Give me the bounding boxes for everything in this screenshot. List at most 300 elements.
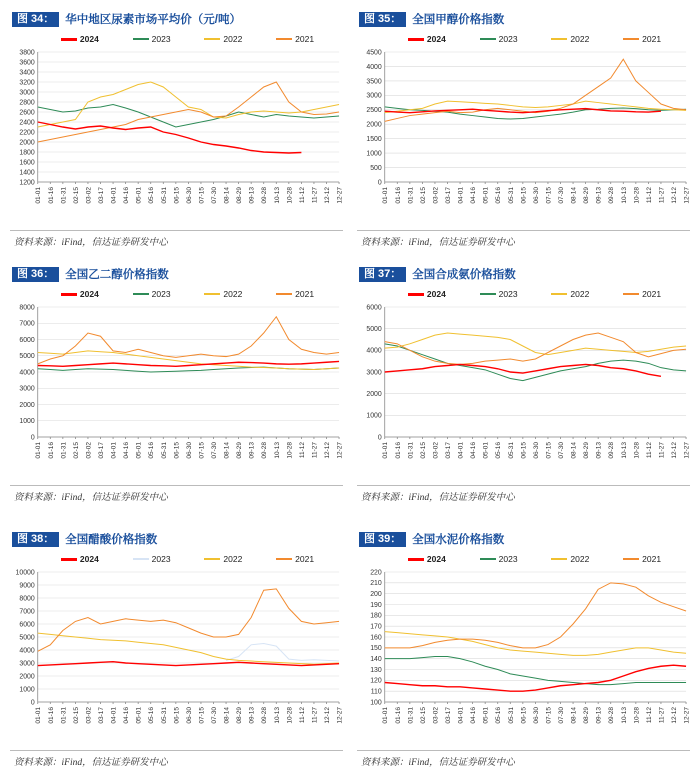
legend-item-2022 [551, 34, 589, 44]
legend-label-2023: 2023 [498, 34, 518, 44]
svg-text:03-17: 03-17 [445, 187, 452, 204]
svg-text:12-27: 12-27 [336, 442, 344, 459]
svg-text:08-29: 08-29 [583, 442, 591, 459]
legend-swatch-2023 [480, 558, 496, 560]
svg-text:07-30: 07-30 [558, 442, 565, 459]
svg-text:04-01: 04-01 [110, 707, 118, 724]
svg-text:07-30: 07-30 [211, 442, 218, 459]
legend-item-2021 [276, 34, 314, 44]
svg-text:190: 190 [370, 601, 382, 609]
svg-text:11-12: 11-12 [645, 442, 653, 459]
svg-text:08-29: 08-29 [236, 187, 244, 204]
svg-text:11-27: 11-27 [311, 707, 319, 724]
legend-item-2024 [408, 289, 446, 299]
panel-title-38 [12, 530, 345, 548]
svg-text:05-16: 05-16 [495, 442, 503, 459]
svg-text:02-15: 02-15 [419, 442, 427, 459]
svg-text:12-12: 12-12 [670, 187, 678, 204]
svg-text:1000: 1000 [366, 150, 382, 158]
source-note-37 [357, 485, 690, 503]
svg-text:06-15: 06-15 [173, 707, 181, 724]
svg-text:170: 170 [370, 623, 382, 631]
legend-swatch-2021 [623, 293, 639, 295]
svg-text:10-28: 10-28 [286, 707, 294, 724]
legend-item-2024 [61, 289, 99, 299]
svg-text:04-01: 04-01 [457, 187, 465, 204]
svg-text:04-16: 04-16 [123, 442, 131, 459]
svg-text:02-15: 02-15 [419, 187, 427, 204]
chart-box-36 [8, 285, 345, 481]
svg-text:01-31: 01-31 [407, 187, 415, 204]
series-line-2021 [38, 317, 339, 364]
figure-tag-35: 图 35： [359, 12, 406, 27]
svg-text:05-31: 05-31 [507, 187, 515, 204]
legend-item-2023 [480, 34, 518, 44]
legend-swatch-2024 [408, 293, 424, 296]
figure-tag-36: 图 36： [12, 267, 59, 282]
svg-text:0: 0 [30, 699, 35, 707]
chart-legend-39 [355, 550, 692, 566]
svg-text:11-12: 11-12 [298, 442, 306, 459]
chart-box-37 [355, 285, 692, 481]
legend-item-2023 [480, 554, 518, 564]
svg-text:4000: 4000 [366, 347, 382, 355]
svg-text:12-12: 12-12 [670, 707, 678, 724]
svg-text:07-15: 07-15 [198, 187, 206, 204]
svg-text:06-30: 06-30 [532, 442, 540, 459]
svg-text:07-15: 07-15 [198, 442, 206, 459]
legend-label-2022: 2022 [223, 289, 243, 299]
svg-text:10-28: 10-28 [633, 442, 641, 459]
svg-text:6000: 6000 [366, 304, 382, 312]
svg-text:140: 140 [370, 656, 382, 664]
chart-box-38 [8, 550, 345, 746]
source-text: iFind，信达证券研发中心 [61, 493, 168, 503]
svg-text:05-31: 05-31 [507, 442, 515, 459]
svg-text:04-01: 04-01 [110, 442, 118, 459]
legend-item-2022 [551, 289, 589, 299]
svg-text:3000: 3000 [366, 369, 382, 377]
svg-text:08-29: 08-29 [583, 187, 591, 204]
svg-text:3000: 3000 [366, 92, 382, 100]
svg-text:08-14: 08-14 [570, 187, 578, 204]
svg-text:03-17: 03-17 [98, 442, 105, 459]
legend-label-2023: 2023 [498, 554, 518, 564]
svg-text:4500: 4500 [366, 49, 382, 57]
legend-item-2022 [204, 554, 242, 564]
svg-text:120: 120 [370, 677, 382, 685]
svg-text:01-01: 01-01 [35, 187, 43, 204]
legend-swatch-2023 [480, 293, 496, 295]
source-text: iFind，信达证券研发中心 [408, 758, 515, 768]
svg-text:08-14: 08-14 [223, 707, 231, 724]
svg-text:1600: 1600 [19, 159, 35, 167]
svg-text:2800: 2800 [19, 99, 35, 107]
svg-text:03-02: 03-02 [85, 707, 93, 724]
svg-text:3600: 3600 [19, 59, 35, 67]
svg-text:07-30: 07-30 [211, 187, 218, 204]
legend-swatch-2024 [408, 38, 424, 41]
svg-text:07-30: 07-30 [558, 707, 565, 724]
series-line-2021 [385, 333, 686, 364]
chart-panel-35 [355, 6, 692, 261]
svg-text:10-28: 10-28 [286, 187, 294, 204]
legend-label-2024: 2024 [79, 554, 99, 564]
legend-swatch-2022 [204, 293, 220, 295]
svg-text:5000: 5000 [19, 634, 35, 642]
svg-text:05-31: 05-31 [160, 187, 168, 204]
svg-text:12-12: 12-12 [323, 442, 331, 459]
source-lead: 资料来源： [361, 238, 409, 248]
svg-text:05-31: 05-31 [507, 707, 515, 724]
svg-text:07-30: 07-30 [558, 187, 565, 204]
legend-swatch-2024 [61, 38, 77, 41]
legend-label-2022: 2022 [223, 554, 243, 564]
panel-title-35 [359, 10, 692, 28]
svg-text:08-14: 08-14 [570, 707, 578, 724]
svg-text:05-16: 05-16 [495, 707, 503, 724]
legend-swatch-2022 [551, 38, 567, 40]
svg-text:05-16: 05-16 [148, 442, 156, 459]
legend-label-2021: 2021 [642, 554, 662, 564]
svg-text:04-16: 04-16 [123, 187, 131, 204]
series-line-2023 [385, 344, 686, 381]
svg-text:04-16: 04-16 [470, 187, 478, 204]
svg-text:03-02: 03-02 [432, 442, 440, 459]
chart-legend-36 [8, 285, 345, 301]
svg-text:07-15: 07-15 [545, 187, 553, 204]
legend-swatch-2021 [276, 293, 292, 295]
source-lead: 资料来源： [361, 493, 409, 503]
svg-text:01-31: 01-31 [407, 707, 415, 724]
svg-text:11-27: 11-27 [658, 707, 666, 724]
svg-text:02-15: 02-15 [72, 187, 80, 204]
svg-text:03-02: 03-02 [432, 187, 440, 204]
svg-text:09-13: 09-13 [595, 707, 603, 724]
svg-text:12-27: 12-27 [683, 442, 691, 459]
legend-item-2021 [276, 554, 314, 564]
svg-text:01-16: 01-16 [394, 187, 402, 204]
svg-text:11-12: 11-12 [298, 707, 306, 724]
svg-text:05-16: 05-16 [148, 707, 156, 724]
svg-text:05-31: 05-31 [160, 442, 168, 459]
svg-text:02-15: 02-15 [419, 707, 427, 724]
svg-text:03-17: 03-17 [98, 707, 105, 724]
svg-text:1000: 1000 [19, 686, 35, 694]
legend-item-2022 [551, 554, 589, 564]
plot-svg-37 [355, 301, 692, 481]
chart-grid [8, 6, 692, 771]
svg-text:07-15: 07-15 [198, 707, 206, 724]
chart-legend-35 [355, 30, 692, 46]
plot-area-39 [355, 566, 692, 746]
svg-text:12-12: 12-12 [323, 707, 331, 724]
figure-tag-39: 图 39： [359, 532, 406, 547]
svg-text:06-15: 06-15 [520, 187, 528, 204]
svg-text:0: 0 [377, 179, 382, 187]
chart-box-34 [8, 30, 345, 226]
svg-text:03-02: 03-02 [85, 442, 93, 459]
legend-label-2023: 2023 [151, 289, 171, 299]
svg-text:1800: 1800 [19, 149, 35, 157]
svg-text:11-12: 11-12 [298, 187, 306, 204]
svg-text:05-01: 05-01 [135, 707, 143, 724]
svg-text:10-28: 10-28 [633, 707, 641, 724]
legend-label-2021: 2021 [642, 289, 662, 299]
svg-text:09-28: 09-28 [608, 187, 616, 204]
plot-area-35 [355, 46, 692, 226]
legend-item-2024 [61, 34, 99, 44]
figure-title-34: 华中地区尿素市场平均价（元/吨） [65, 14, 241, 26]
legend-label-2021: 2021 [642, 34, 662, 44]
plot-area-38 [8, 566, 345, 746]
svg-text:7000: 7000 [19, 320, 35, 328]
svg-text:2500: 2500 [366, 107, 382, 115]
svg-text:11-12: 11-12 [645, 707, 653, 724]
figure-tag-37: 图 37： [359, 267, 406, 282]
svg-text:05-31: 05-31 [160, 707, 168, 724]
svg-text:1400: 1400 [19, 169, 35, 177]
legend-swatch-2024 [61, 558, 77, 561]
figure-title-36: 全国乙二醇价格指数 [65, 269, 169, 281]
svg-text:08-29: 08-29 [236, 707, 244, 724]
svg-text:06-15: 06-15 [173, 442, 181, 459]
series-line-2023 [38, 105, 339, 128]
svg-text:2000: 2000 [19, 139, 35, 147]
legend-label-2021: 2021 [295, 554, 315, 564]
svg-text:09-28: 09-28 [608, 442, 616, 459]
svg-text:10000: 10000 [15, 569, 35, 577]
svg-text:01-31: 01-31 [60, 707, 68, 724]
figure-title-39: 全国水泥价格指数 [412, 534, 505, 546]
svg-text:10-13: 10-13 [620, 442, 628, 459]
legend-item-2023 [133, 34, 171, 44]
legend-item-2023 [133, 554, 171, 564]
legend-swatch-2022 [551, 558, 567, 560]
svg-text:05-01: 05-01 [482, 442, 490, 459]
svg-text:5000: 5000 [366, 326, 382, 334]
svg-text:180: 180 [370, 612, 382, 620]
chart-legend-34 [8, 30, 345, 46]
legend-label-2024: 2024 [426, 34, 446, 44]
legend-swatch-2022 [551, 293, 567, 295]
svg-text:03-02: 03-02 [432, 707, 440, 724]
series-line-2024 [38, 122, 302, 153]
svg-text:8000: 8000 [19, 304, 35, 312]
source-text: iFind，信达证券研发中心 [61, 758, 168, 768]
svg-text:08-14: 08-14 [223, 442, 231, 459]
legend-item-2021 [623, 34, 661, 44]
svg-text:01-16: 01-16 [47, 187, 55, 204]
svg-text:01-16: 01-16 [47, 707, 55, 724]
svg-text:09-13: 09-13 [248, 442, 256, 459]
legend-swatch-2023 [133, 293, 149, 295]
svg-text:01-16: 01-16 [394, 442, 402, 459]
svg-text:05-01: 05-01 [135, 442, 143, 459]
svg-text:10-28: 10-28 [633, 187, 641, 204]
svg-text:09-28: 09-28 [261, 187, 269, 204]
svg-text:06-15: 06-15 [520, 442, 528, 459]
svg-text:05-01: 05-01 [482, 187, 490, 204]
legend-label-2024: 2024 [426, 554, 446, 564]
legend-item-2021 [276, 289, 314, 299]
figure-title-37: 全国合成氨价格指数 [412, 269, 516, 281]
svg-text:2000: 2000 [19, 673, 35, 681]
svg-text:01-01: 01-01 [382, 442, 390, 459]
legend-item-2021 [623, 554, 661, 564]
source-lead: 资料来源： [14, 493, 62, 503]
source-text: iFind，信达证券研发中心 [408, 238, 515, 248]
svg-text:6000: 6000 [19, 621, 35, 629]
svg-text:3200: 3200 [19, 79, 35, 87]
figure-title-35: 全国甲醇价格指数 [412, 14, 505, 26]
source-lead: 资料来源： [14, 758, 62, 768]
source-text: iFind，信达证券研发中心 [408, 493, 515, 503]
source-note-36 [10, 485, 343, 503]
svg-text:09-13: 09-13 [595, 187, 603, 204]
chart-panel-34 [8, 6, 345, 261]
legend-item-2023 [480, 289, 518, 299]
legend-label-2024: 2024 [79, 289, 99, 299]
svg-text:0: 0 [377, 434, 382, 442]
svg-text:08-14: 08-14 [223, 187, 231, 204]
svg-text:12-27: 12-27 [336, 187, 344, 204]
plot-svg-38 [8, 566, 345, 746]
svg-text:210: 210 [370, 580, 382, 588]
legend-swatch-2022 [204, 38, 220, 40]
svg-text:3800: 3800 [19, 49, 35, 57]
svg-text:04-16: 04-16 [470, 707, 478, 724]
svg-text:200: 200 [370, 591, 382, 599]
legend-item-2022 [204, 289, 242, 299]
svg-text:12-27: 12-27 [683, 707, 691, 724]
series-line-2022 [38, 351, 339, 370]
svg-text:12-12: 12-12 [323, 187, 331, 204]
legend-label-2022: 2022 [570, 554, 590, 564]
chart-box-35 [355, 30, 692, 226]
svg-text:05-16: 05-16 [495, 187, 503, 204]
series-line-2023 [226, 644, 339, 662]
svg-text:4000: 4000 [19, 369, 35, 377]
figure-title-38: 全国醋酸价格指数 [65, 534, 158, 546]
svg-text:03-17: 03-17 [445, 442, 452, 459]
chart-panel-36 [8, 261, 345, 526]
svg-text:3000: 3000 [19, 660, 35, 668]
svg-text:09-13: 09-13 [248, 187, 256, 204]
figure-tag-38: 图 38： [12, 532, 59, 547]
chart-legend-38 [8, 550, 345, 566]
svg-text:07-15: 07-15 [545, 707, 553, 724]
chart-panel-38 [8, 526, 345, 771]
svg-text:01-01: 01-01 [35, 707, 43, 724]
plot-svg-35 [355, 46, 692, 226]
svg-text:02-15: 02-15 [72, 442, 80, 459]
svg-text:1500: 1500 [366, 136, 382, 144]
svg-text:11-12: 11-12 [645, 187, 653, 204]
svg-text:2000: 2000 [366, 391, 382, 399]
legend-item-2024 [408, 34, 446, 44]
panel-title-39 [359, 530, 692, 548]
svg-text:150: 150 [370, 645, 382, 653]
svg-text:01-01: 01-01 [382, 187, 390, 204]
svg-text:0: 0 [30, 434, 35, 442]
svg-text:06-15: 06-15 [520, 707, 528, 724]
svg-text:8000: 8000 [19, 595, 35, 603]
svg-text:11-27: 11-27 [658, 187, 666, 204]
svg-text:06-30: 06-30 [532, 707, 540, 724]
svg-text:9000: 9000 [19, 582, 35, 590]
source-lead: 资料来源： [361, 758, 409, 768]
svg-text:05-01: 05-01 [135, 187, 143, 204]
svg-text:4000: 4000 [366, 63, 382, 71]
svg-text:7000: 7000 [19, 608, 35, 616]
svg-text:03-17: 03-17 [98, 187, 105, 204]
svg-text:01-16: 01-16 [47, 442, 55, 459]
legend-label-2024: 2024 [79, 34, 99, 44]
svg-text:01-31: 01-31 [60, 442, 68, 459]
plot-svg-39 [355, 566, 692, 746]
svg-text:2000: 2000 [19, 401, 35, 409]
legend-item-2024 [61, 554, 99, 564]
svg-text:04-16: 04-16 [470, 442, 478, 459]
svg-text:01-01: 01-01 [35, 442, 43, 459]
series-line-2024 [385, 364, 661, 376]
svg-text:09-13: 09-13 [595, 442, 603, 459]
legend-item-2023 [133, 289, 171, 299]
svg-text:12-27: 12-27 [336, 707, 344, 724]
svg-text:03-02: 03-02 [85, 187, 93, 204]
legend-swatch-2021 [623, 38, 639, 40]
svg-text:04-01: 04-01 [457, 442, 465, 459]
svg-text:4000: 4000 [19, 647, 35, 655]
legend-item-2021 [623, 289, 661, 299]
svg-text:110: 110 [370, 688, 382, 696]
svg-text:10-28: 10-28 [286, 442, 294, 459]
series-line-2022 [38, 82, 339, 127]
legend-label-2022: 2022 [570, 34, 590, 44]
plot-area-37 [355, 301, 692, 481]
legend-swatch-2023 [480, 38, 496, 40]
svg-text:11-27: 11-27 [658, 442, 666, 459]
plot-area-34 [8, 46, 345, 226]
svg-text:100: 100 [370, 699, 382, 707]
svg-text:08-29: 08-29 [236, 442, 244, 459]
svg-text:09-28: 09-28 [261, 442, 269, 459]
legend-swatch-2023 [133, 38, 149, 40]
chart-panel-39 [355, 526, 692, 771]
svg-text:3000: 3000 [19, 89, 35, 97]
series-line-2022 [385, 333, 686, 355]
svg-text:09-28: 09-28 [261, 707, 269, 724]
legend-swatch-2021 [276, 38, 292, 40]
svg-text:2200: 2200 [19, 129, 35, 137]
svg-text:2400: 2400 [19, 119, 35, 127]
svg-text:6000: 6000 [19, 336, 35, 344]
svg-text:05-01: 05-01 [482, 707, 490, 724]
svg-text:03-17: 03-17 [445, 707, 452, 724]
svg-text:10-13: 10-13 [273, 187, 281, 204]
svg-text:07-15: 07-15 [545, 442, 553, 459]
svg-text:5000: 5000 [19, 353, 35, 361]
svg-text:220: 220 [370, 569, 382, 577]
chart-legend-37 [355, 285, 692, 301]
svg-text:3400: 3400 [19, 69, 35, 77]
svg-text:06-15: 06-15 [173, 187, 181, 204]
svg-text:06-30: 06-30 [532, 187, 540, 204]
plot-svg-34 [8, 46, 345, 226]
legend-swatch-2021 [623, 558, 639, 560]
plot-area-36 [8, 301, 345, 481]
